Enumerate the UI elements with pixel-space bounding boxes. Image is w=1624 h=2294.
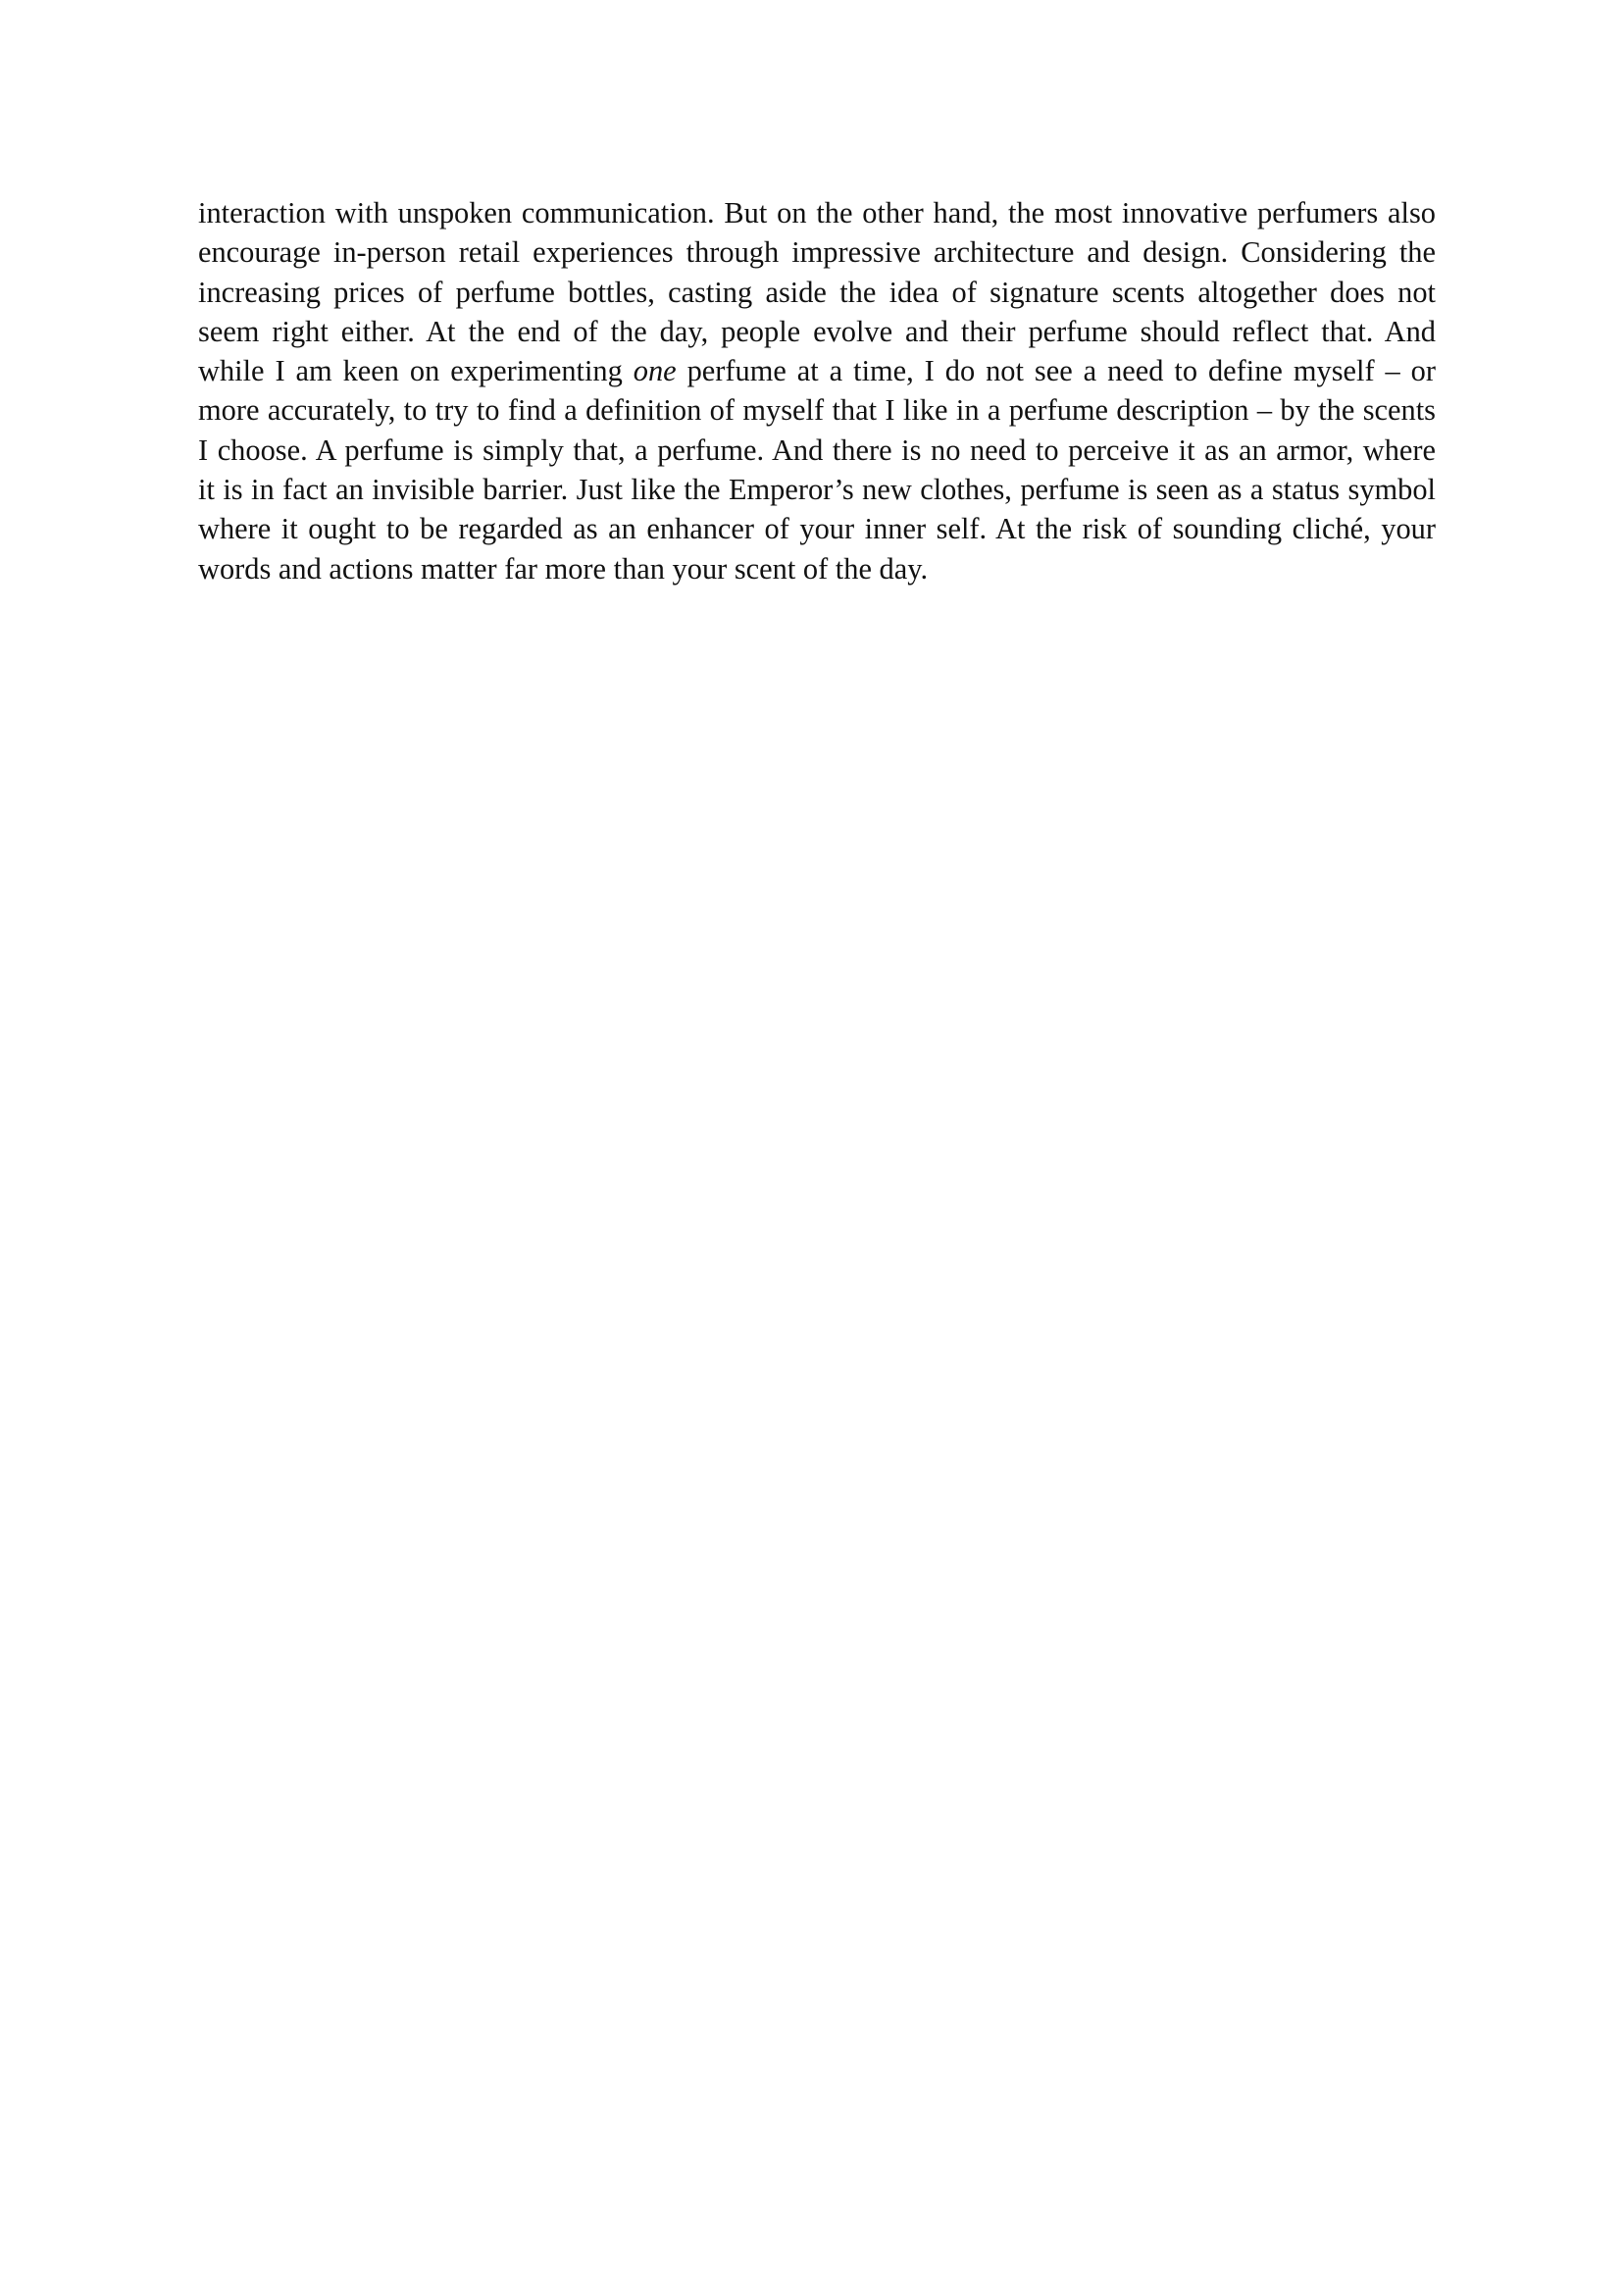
text-segment: perfume at a time, I do not see a need to define myself – or bbox=[676, 354, 1436, 388]
text-line: increasing prices of perfume bottles, casting aside the idea of signature scents altogether does not bbox=[198, 275, 1436, 309]
emphasized-word: one bbox=[633, 354, 677, 388]
text-line: interaction with unspoken communication. But on the other hand, the most innovative perfumers also bbox=[198, 196, 1436, 229]
text-segment: while I am keen on experimenting bbox=[198, 354, 634, 388]
text-line: it is in fact an invisible barrier. Just like the Emperor’s new clothes, perfume is seen as a status symbol bbox=[198, 473, 1436, 507]
text-line: where it ought to be regarded as an enhancer of your inner self. At the risk of sounding cliché, your bbox=[198, 512, 1436, 546]
text-line: more accurately, to try to find a definition of myself that I like in a perfume description – by the scents bbox=[198, 393, 1436, 428]
text-line: encourage in-person retail experiences through impressive architecture and design. Considering the bbox=[198, 235, 1436, 270]
text-line-with-emphasis bbox=[198, 351, 1436, 390]
text-line: I choose. A perfume is simply that, a perfume. And there is no need to perceive it as an armor, where bbox=[198, 433, 1436, 467]
text-line: words and actions matter far more than your scent of the day. bbox=[198, 551, 929, 586]
text-line: seem right either. At the end of the day, people evolve and their perfume should reflect that. And bbox=[198, 314, 1436, 348]
body-paragraph bbox=[198, 193, 1436, 588]
